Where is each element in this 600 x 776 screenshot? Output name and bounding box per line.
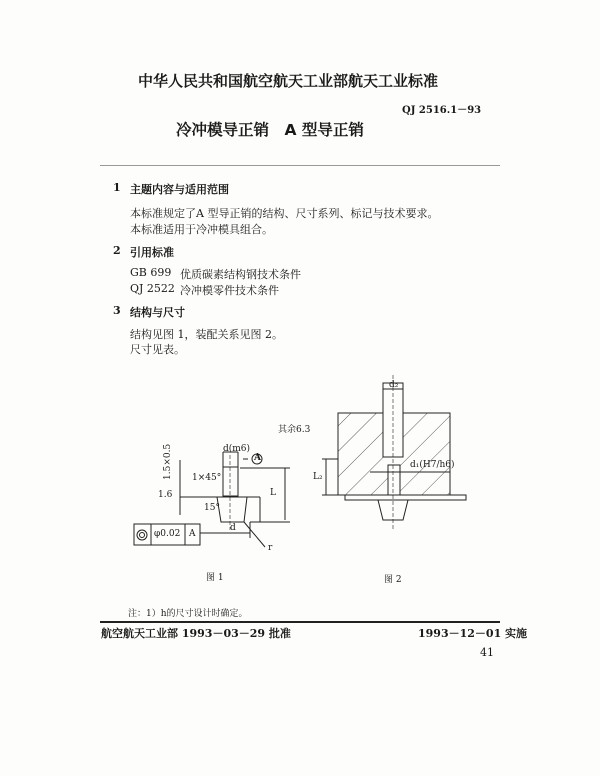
effective-date: 1993－12－01 实施 <box>418 627 528 640</box>
pin-lower <box>388 465 400 495</box>
fig1-roughness-rest: 其余6.3 <box>278 425 311 435</box>
reference-name: 优质碳素结构钢技术条件 <box>180 268 301 281</box>
fig1-roughness: 1.6 <box>158 490 173 500</box>
section-1-title: 主题内容与适用范围 <box>130 183 229 196</box>
tolerance-value: φ0.02 <box>154 529 181 539</box>
fig1-datum-label: A <box>254 453 261 463</box>
section-2-title: 引用标准 <box>130 246 174 259</box>
footer-divider <box>100 621 500 623</box>
section-3-line: 结构见图 1，装配关系见图 2。 <box>130 328 283 341</box>
section-2-number: 2 <box>113 244 121 257</box>
figure-1-caption: 图 1 <box>206 573 224 583</box>
fig2-d1-label: d₁(H7/h6) <box>410 460 455 470</box>
standard-number: QJ 2516.1－93 <box>402 105 482 116</box>
section-3-line: 尺寸见表。 <box>130 343 185 356</box>
fig1-d-dimension: d(m6) <box>223 444 251 454</box>
tolerance-datum: A <box>189 529 196 539</box>
fig1-r-label: r <box>268 543 273 553</box>
fig1-L-label: L <box>270 488 276 498</box>
pin-shank <box>223 467 238 496</box>
approval-date: 航空航天工业部 1993－03－29 批准 <box>101 627 291 640</box>
fig1-d-label: d <box>230 523 236 533</box>
figure-2-drawing <box>322 375 466 530</box>
reference-code: GB 699 <box>130 266 172 279</box>
page-number: 41 <box>480 646 494 659</box>
section-1-line: 本标准适用于冷冲模具组合。 <box>130 223 273 236</box>
footnote: 注：1）h的尺寸设计时确定。 <box>128 609 248 619</box>
reference-code: QJ 2522 <box>130 282 175 295</box>
plate <box>345 495 466 500</box>
issuing-organization: 中华人民共和国航空航天工业部航天工业标准 <box>138 72 439 90</box>
fig1-vertical-dim: 1.5×0.5 <box>163 443 173 480</box>
section-1-number: 1 <box>113 181 121 194</box>
fig2-d2-label: d₂ <box>389 380 399 390</box>
fig2-L2-label: L₂ <box>313 472 323 482</box>
section-1-line: 本标准规定了A 型导正销的结构、尺寸系列、标记与技术要求。 <box>130 207 439 220</box>
pin-head <box>217 497 247 522</box>
figure-2-caption: 图 2 <box>384 575 402 585</box>
section-3-title: 结构与尺寸 <box>130 306 185 319</box>
fig1-chamfer: 1×45° <box>192 473 222 483</box>
reference-name: 冷冲模零件技术条件 <box>180 284 279 297</box>
section-3-number: 3 <box>113 304 121 317</box>
document-title: 冷冲模导正销 A 型导正销 <box>176 121 364 139</box>
fig1-angle: 15° <box>204 503 220 513</box>
